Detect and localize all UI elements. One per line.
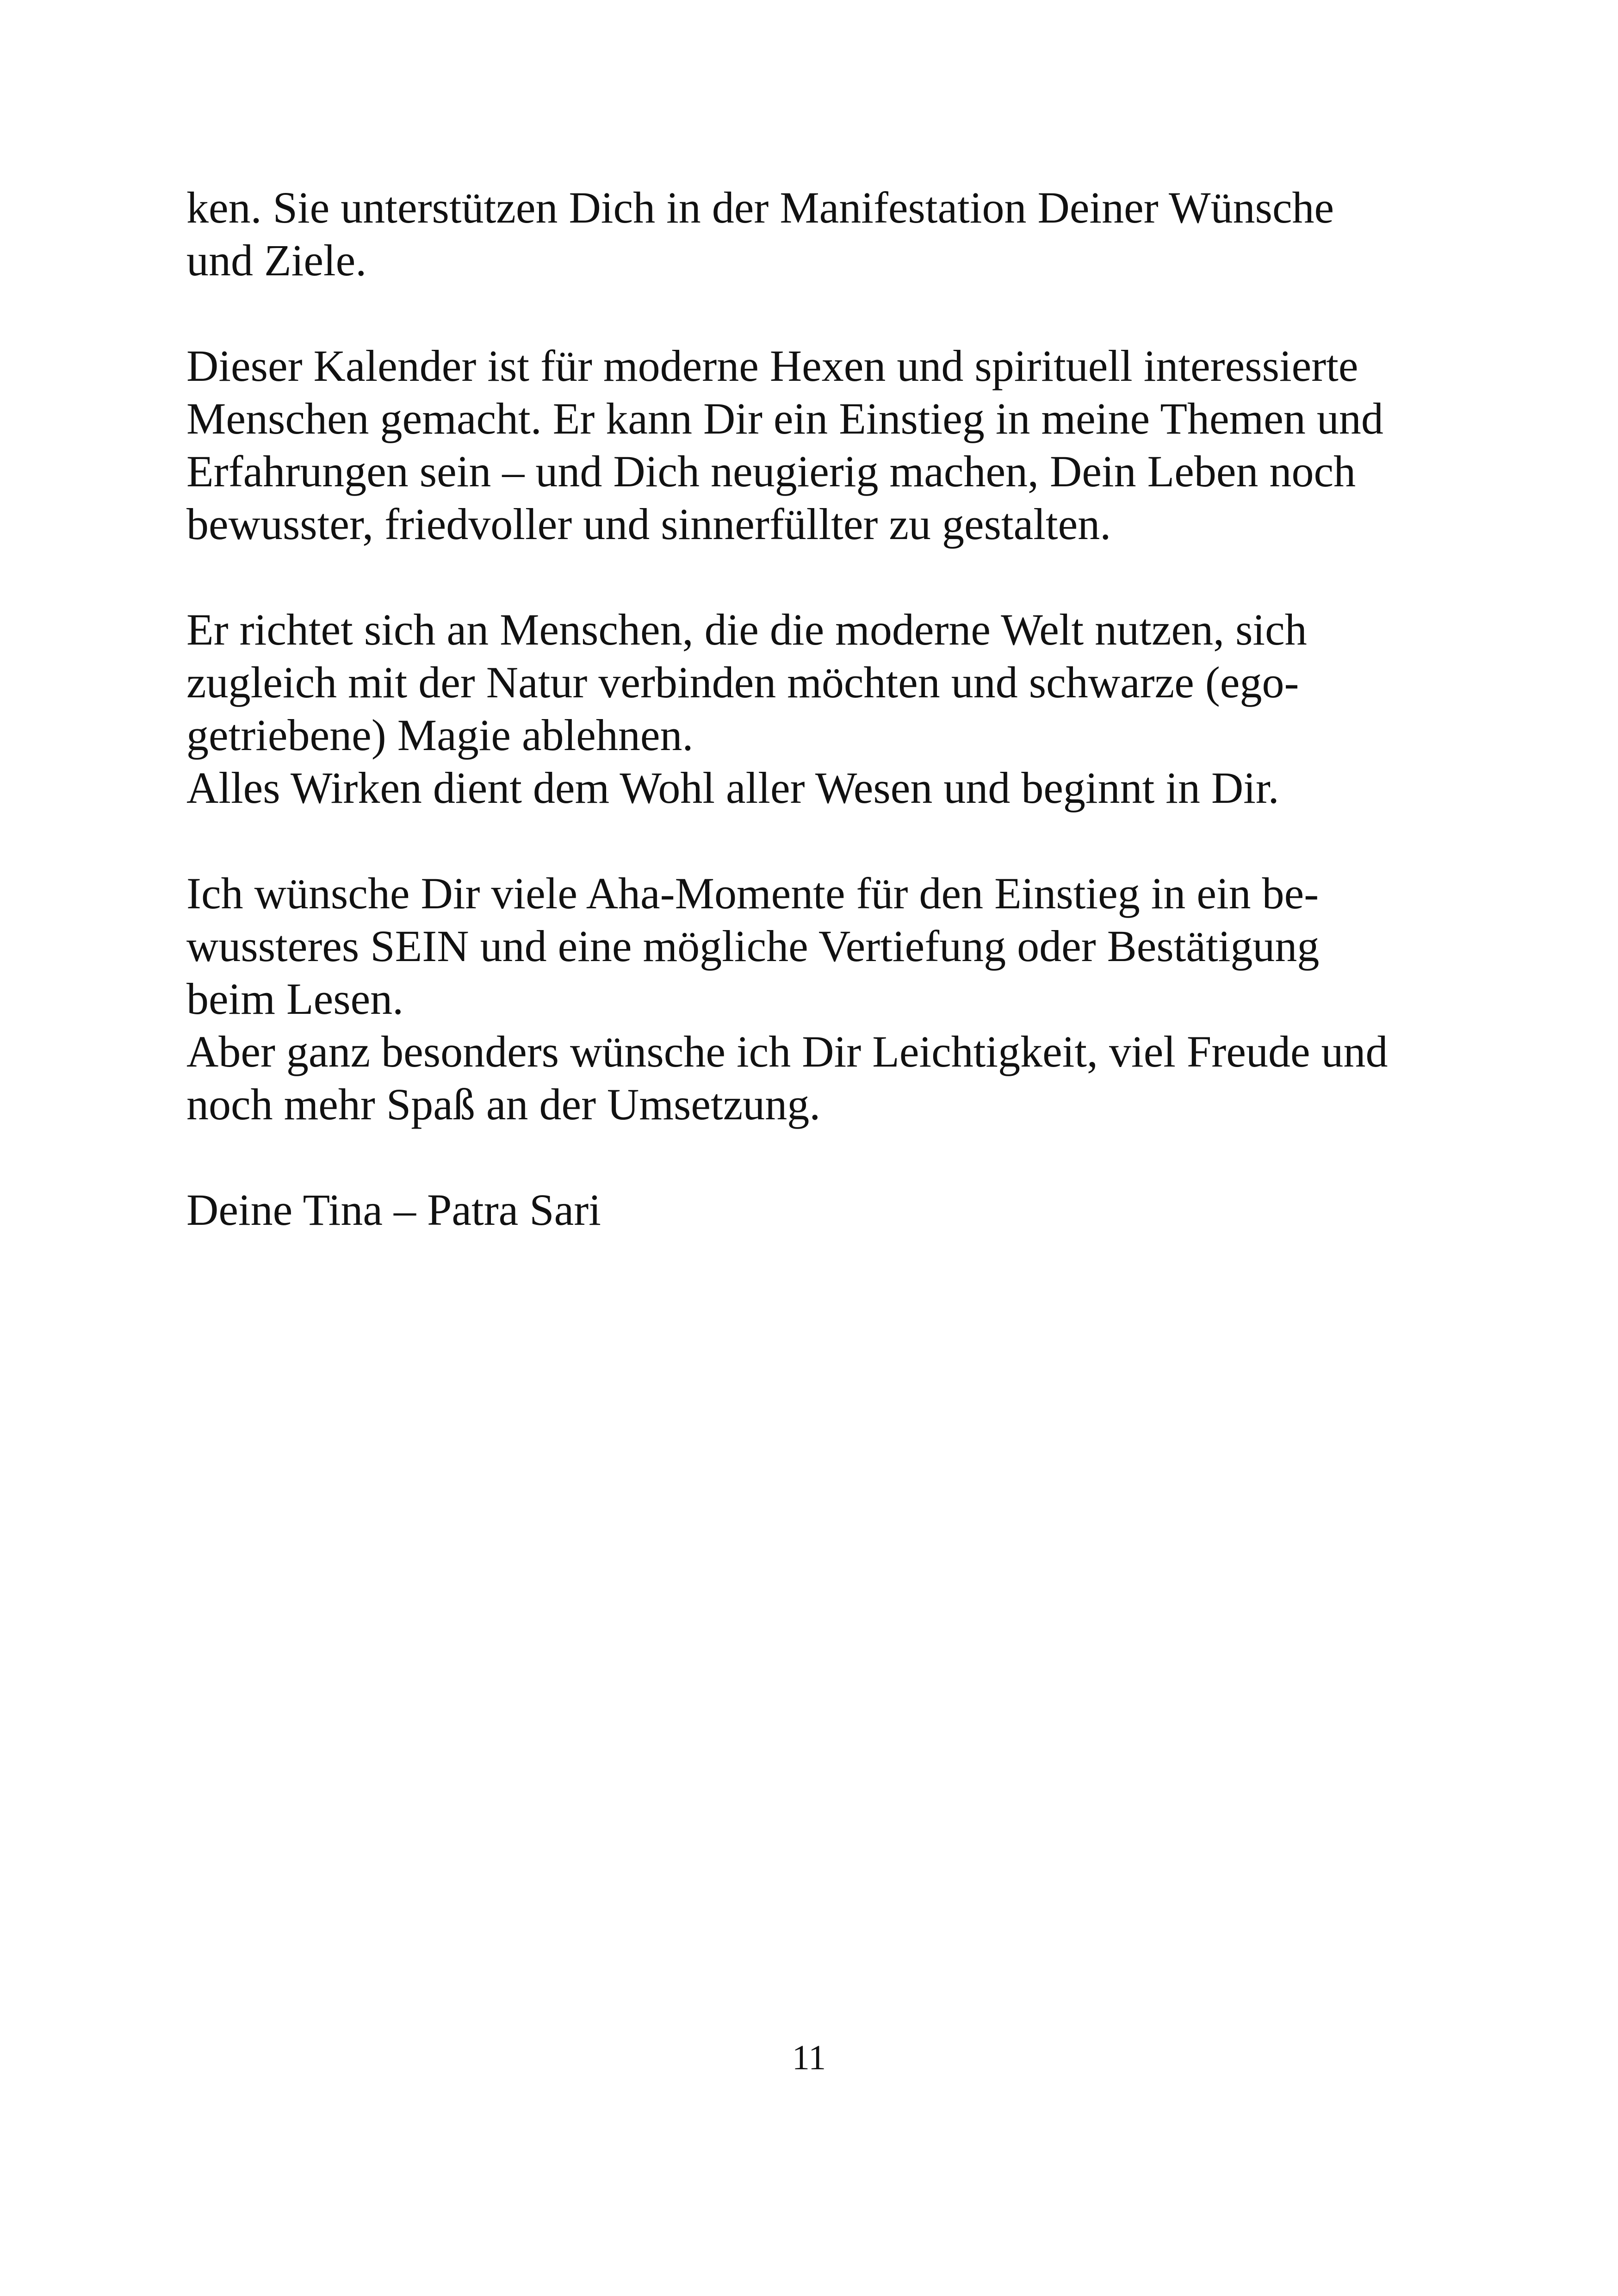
text-line: Erfahrungen sein – und Dich neugierig machen, Dein Leben noch: [186, 447, 1356, 496]
paragraph-1: [186, 181, 1482, 287]
text-line: zugleich mit der Natur verbinden möchten und schwarze (ego-: [186, 658, 1299, 707]
body-text: [186, 181, 1482, 1236]
paragraph-gap: [186, 551, 1482, 603]
paragraph-3: [186, 603, 1482, 814]
paragraph-gap: [186, 1131, 1482, 1184]
text-line: noch mehr Spaß an der Umsetzung.: [186, 1080, 821, 1129]
text-line: und Ziele.: [186, 236, 367, 285]
signature-line: Deine Tina – Patra Sari: [186, 1185, 601, 1235]
text-line: Menschen gemacht. Er kann Dir ein Einstieg in meine Themen und: [186, 394, 1383, 443]
text-line: Er richtet sich an Menschen, die die moderne Welt nutzen, sich: [186, 605, 1307, 654]
text-line: Alles Wirken dient dem Wohl aller Wesen und beginnt in Dir.: [186, 763, 1279, 813]
signature-paragraph: [186, 1184, 1482, 1236]
text-line: bewusster, friedvoller und sinnerfüllter zu gestalten.: [186, 499, 1111, 549]
paragraph-2: [186, 340, 1482, 551]
text-line: getriebene) Magie ablehnen.: [186, 710, 694, 760]
text-line: beim Lesen.: [186, 974, 404, 1024]
text-line: ken. Sie unterstützen Dich in der Manifestation Deiner Wünsche: [186, 183, 1334, 232]
page-number: 11: [792, 2038, 826, 2077]
text-line: Aber ganz besonders wünsche ich Dir Leichtigkeit, viel Freude und: [186, 1027, 1388, 1076]
text-line: Ich wünsche Dir viele Aha-Momente für den Einstieg in ein be-: [186, 869, 1319, 918]
text-line: wussteres SEIN und eine mögliche Vertiefung oder Bestätigung: [186, 921, 1320, 971]
paragraph-gap: [186, 814, 1482, 867]
paragraph-4: [186, 867, 1482, 1131]
text-line: Dieser Kalender ist für moderne Hexen und spirituell interessierte: [186, 341, 1358, 391]
paragraph-gap: [186, 287, 1482, 340]
